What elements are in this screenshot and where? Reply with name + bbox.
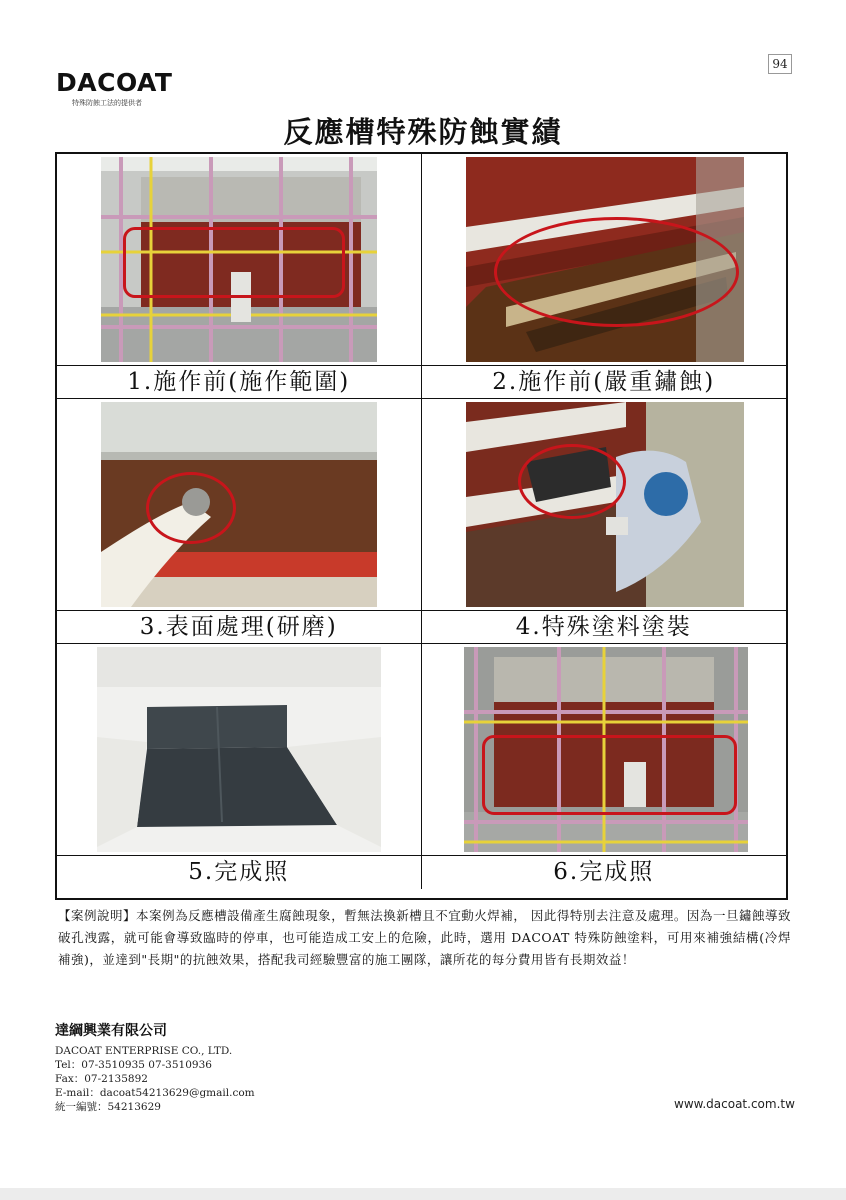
page-title: 反應槽特殊防蝕實績 — [283, 115, 563, 149]
photo-completed-2 — [464, 647, 748, 852]
panel-3-cell — [57, 399, 422, 610]
company-website: www.dacoat.com.tw — [674, 1097, 795, 1111]
company-info — [55, 1020, 255, 1114]
photo-special-coating — [466, 402, 744, 607]
photo-grid — [55, 152, 788, 900]
page-number: 94 — [768, 54, 792, 74]
company-fax: Fax：07-2135892 — [55, 1073, 148, 1085]
company-name-en: DACOAT ENTERPRISE CO., LTD. — [55, 1045, 233, 1057]
panel-1-cell — [57, 154, 422, 365]
company-tax-id: 統一編號：54213629 — [55, 1101, 161, 1113]
panel-2-cell — [422, 154, 787, 365]
caption-5: 5.完成照 — [57, 855, 422, 889]
photo-before-severe-rust — [466, 157, 744, 362]
caption-2: 2.施作前(嚴重鏽蝕) — [422, 365, 787, 399]
company-logo — [56, 68, 173, 108]
caption-4: 4.特殊塗料塗裝 — [422, 610, 787, 644]
photo-surface-grinding — [101, 402, 377, 607]
panel-4-cell — [422, 399, 787, 610]
photo-before-work-area — [101, 157, 377, 362]
work-area-highlight — [123, 227, 345, 298]
grinding-highlight — [146, 472, 236, 544]
company-name-cn: 達綱興業有限公司 — [55, 1023, 167, 1039]
caption-3: 3.表面處理(研磨) — [57, 610, 422, 644]
logo-tagline: 特殊防蝕工法的提供者 — [72, 99, 142, 107]
rust-highlight — [494, 217, 739, 327]
page-bottom-band — [0, 1188, 846, 1200]
coating-highlight — [518, 444, 626, 519]
panel-6-cell — [422, 644, 787, 855]
case-description: 【案例說明】本案例為反應槽設備產生腐蝕現象，暫無法換新槽且不宜動火焊補， 因此得特別去注意及處理。因為一旦鏽蝕導致破孔洩露，就可能會導致臨時的停車，也可能造成工安上的危險，此時，選用 DACOAT 特殊防蝕塗料，可用來補強結構(冷焊補強)，並達到"長期"的抗蝕效果，搭配我司經驗豐富的施工團隊，讓所花的每分費用皆有長期效益！ — [58, 908, 791, 967]
photo-completed-1 — [97, 647, 381, 852]
company-tel: Tel：07-3510935 07-3510936 — [55, 1059, 212, 1071]
caption-6: 6.完成照 — [422, 855, 787, 889]
completed-area-highlight — [482, 735, 737, 815]
panel-5-cell — [57, 644, 422, 855]
logo-wordmark: DACOAT — [56, 68, 173, 97]
company-email: E-mail：dacoat54213629@gmail.com — [55, 1087, 255, 1099]
caption-1: 1.施作前(施作範圍) — [57, 365, 422, 399]
